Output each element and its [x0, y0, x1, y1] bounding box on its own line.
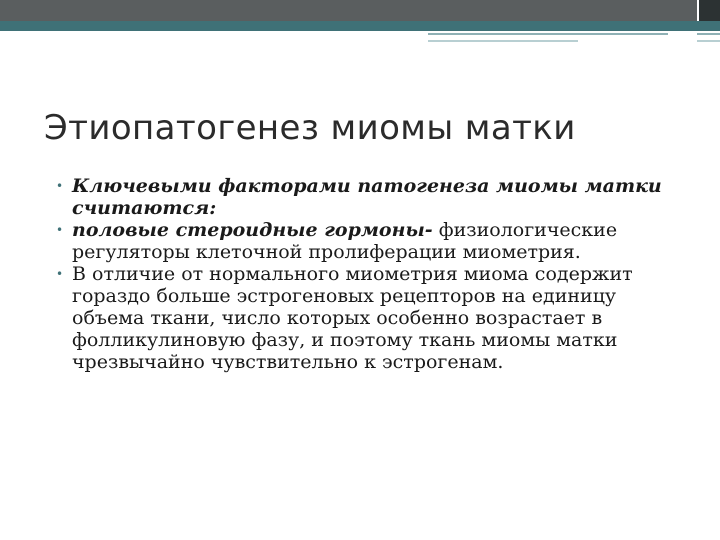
slide-title: Этиопатогенез миомы матки	[44, 108, 576, 148]
bullet-item-receptors	[44, 263, 684, 373]
bullet-emphasis: Ключевыми факторами патогенеза миомы матки считаются:	[72, 175, 662, 219]
accent-line-edge	[697, 33, 720, 35]
bullet-text: физиологические регуляторы клеточной пролиферации миометрия.	[72, 219, 618, 263]
bullet-item-hormones	[44, 219, 684, 263]
bullet-icon: •	[56, 267, 64, 281]
bullet-emphasis: половые стероидные гормоны-	[72, 219, 433, 241]
top-decorative-bar	[0, 0, 697, 21]
bullet-icon: •	[56, 223, 64, 237]
bullet-icon: •	[56, 179, 64, 193]
accent-line	[428, 33, 668, 35]
accent-bar	[0, 21, 720, 31]
accent-line-secondary	[428, 40, 578, 42]
bullet-item-key-factors	[44, 175, 684, 219]
accent-line-edge-secondary	[697, 40, 720, 42]
top-bar-corner	[699, 0, 720, 21]
bullet-list	[44, 175, 684, 373]
bullet-text: В отличие от нормального миометрия миома содержит гораздо больше эстрогеновых рецепторов на единицу объема ткани, число которых особенно возрастает в фолликулиновую фазу, и поэтому ткань миомы матки чрезвычайно чувствительно к эстрогенам.	[72, 263, 633, 373]
